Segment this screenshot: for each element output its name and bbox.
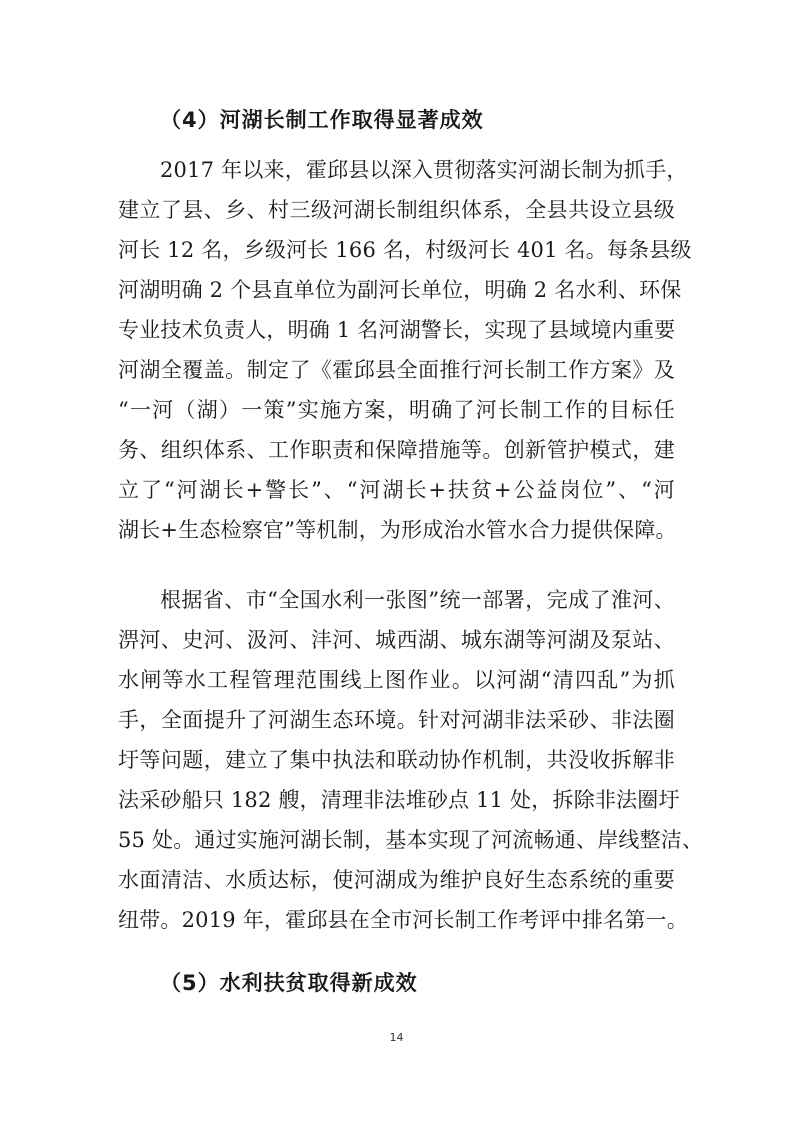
text-line: “一河（湖）一策”实施方案，明确了河长制工作的目标任 [118,398,675,422]
text-line: 淠河、史河、汲河、沣河、城西湖、城东湖等河湖及泵站、 [118,628,675,652]
page-number: 14 [389,1031,404,1044]
text-line: 2017 年以来，霍邱县以深入贯彻落实河湖长制为抓手， [160,158,688,182]
section-heading-4: （4）河湖长制工作取得显著成效 [160,108,484,132]
text-line: 水闸等水工程管理范围线上图作业。以河湖“清四乱”为抓 [118,668,675,692]
text-line: 纽带。2019 年，霍邱县在全市河长制工作考评中排名第一。 [118,908,688,932]
section-heading-5: （5）水利扶贫取得新成效 [160,971,418,995]
text-line: 55 处。通过实施河湖长制，基本实现了河流畅通、岸线整洁、 [118,828,704,852]
text-line: 河长 12 名，乡级河长 166 名，村级河长 401 名。每条县级 [118,238,692,262]
text-line: 务、组织体系、工作职责和保障措施等。创新管护模式，建 [118,438,675,462]
text-line: 法采砂船只 182 艘，清理非法堆砂点 11 处，拆除非法圈圩 [118,788,680,812]
text-line: 湖长+生态检察官”等机制，为形成治水管水合力提供保障。 [118,518,677,542]
text-line: 河湖全覆盖。制定了《霍邱县全面推行河长制工作方案》及 [118,358,675,382]
text-line: 手，全面提升了河湖生态环境。针对河湖非法采砂、非法圈 [118,708,675,732]
text-line: 圩等问题，建立了集中执法和联动协作机制，共没收拆解非 [118,748,675,772]
text-line: 根据省、市“全国水利一张图”统一部署，完成了淮河、 [160,588,675,612]
text-line: 建立了县、乡、村三级河湖长制组织体系，全县共设立县级 [118,198,675,222]
text-line: 河湖明确 2 个县直单位为副河长单位，明确 2 名水利、环保 [118,278,682,302]
text-line: 专业技术负责人，明确 1 名河湖警长，实现了县域境内重要 [118,318,676,342]
text-line: 水面清洁、水质达标，使河湖成为维护良好生态系统的重要 [118,868,675,892]
text-line: 立了“河湖长+警长”、“河湖长+扶贫+公益岗位”、“河 [118,478,675,502]
